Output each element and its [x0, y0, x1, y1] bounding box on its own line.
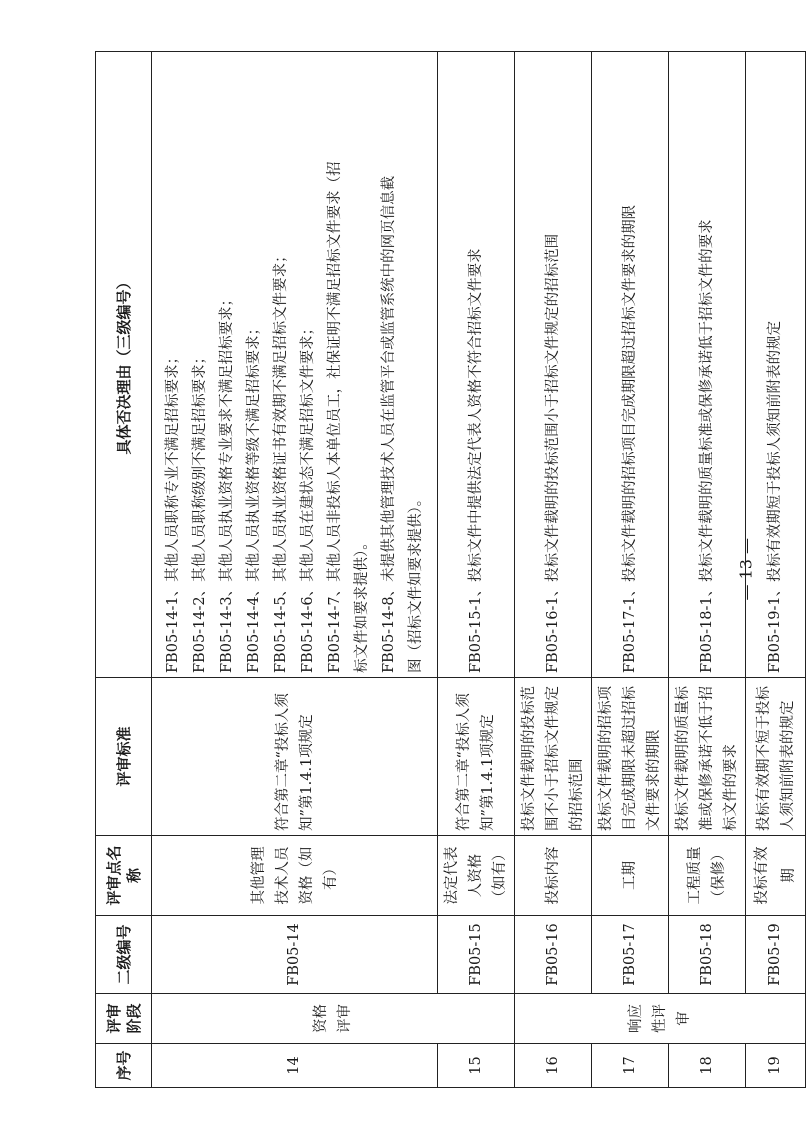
table-row	[515, 52, 592, 1088]
row-criteria: 投标文件载明的投标范围不小于招标文件规定的招标范围	[515, 678, 592, 836]
reason-line: FB05-17-1、投标文件载明的招标项目完成期限超过招标文件要求的期限	[621, 204, 638, 673]
header-code: 二级编号	[96, 916, 152, 994]
row-reasons	[438, 52, 515, 678]
row-criteria: 投标有效期不短于投标人须知前附表的规定	[746, 678, 806, 836]
row-code: FB05-15	[438, 916, 515, 994]
row-reasons	[592, 52, 669, 678]
row-point: 投标内容	[515, 836, 592, 916]
row-criteria: 投标文件载明的质量标准或保修承诺不低于招标文件的要求	[669, 678, 746, 836]
reason-line: 图（招标文件如要求提供）。	[407, 491, 424, 673]
header-criteria: 评审标准	[96, 678, 152, 836]
row-point: 工程质量（保修）	[669, 836, 746, 916]
page-number: — 13 —	[736, 537, 756, 601]
reason-line: FB05-16-1、投标文件载明的投标范围小于招标文件规定的招标范围	[544, 233, 561, 673]
row-seq: 18	[669, 1044, 746, 1088]
row-seq: 15	[438, 1044, 515, 1088]
table-row	[592, 52, 669, 1088]
row-reasons	[152, 52, 438, 678]
row-criteria: 符合第二章“投标人须知”第1.4.1项规定	[438, 678, 515, 836]
reason-line: FB05-14-2、其他人员职称级别不满足招标要求；	[191, 349, 208, 673]
header-reasons: 具体否决理由（三级编号）	[96, 52, 152, 678]
row-point: 工期	[592, 836, 669, 916]
row-code: FB05-17	[592, 916, 669, 994]
reason-line: FB05-14-3、其他人员执业资格专业要求不满足招标要求；	[218, 291, 235, 673]
row-seq: 17	[592, 1044, 669, 1088]
reason-line: FB05-14-8、未提供其他管理技术人员在监管平台或监管系统中的网页信息截	[380, 175, 397, 673]
reason-line: 标文件如要求提供）。	[353, 535, 370, 673]
table-row	[438, 52, 515, 1088]
stage-responsiveness: 响应性评审	[515, 994, 806, 1044]
reason-line: FB05-19-1、投标有效期短于投标人须知前附表的规定	[767, 320, 783, 673]
header-point: 评审点名称	[96, 836, 152, 916]
stage-qualification: 资格评审	[152, 994, 515, 1044]
row-seq: 14	[152, 1044, 438, 1088]
reason-line: FB05-14-4、其他人员执业资格等级不满足招标要求；	[245, 320, 262, 673]
row-point: 投标有效期	[746, 836, 806, 916]
row-point: 其他管理技术人员资格（如有）	[152, 836, 438, 916]
header-stage: 评审阶段	[96, 994, 152, 1044]
row-seq: 16	[515, 1044, 592, 1088]
row-seq: 19	[746, 1044, 806, 1088]
reason-line: FB05-15-1、投标文件中提供法定代表人资格不符合招标文件要求	[467, 248, 484, 673]
header-row	[96, 52, 152, 1088]
row-criteria: 符合第二章“投标人须知”第1.4.1项规定	[152, 678, 438, 836]
row-code: FB05-16	[515, 916, 592, 994]
row-reasons	[515, 52, 592, 678]
reason-line: FB05-14-7、其他人员非投标人本单位员工，社保证明不满足招标文件要求（招	[326, 161, 343, 673]
reason-line: FB05-14-1、其他人员职称专业不满足招标要求；	[164, 349, 181, 673]
row-code: FB05-18	[669, 916, 746, 994]
reason-line: FB05-14-6、其他人员在建状态不满足招标文件要求；	[299, 320, 316, 673]
row-reasons	[669, 52, 746, 678]
rotated-table-container	[95, 52, 797, 1088]
row-code: FB05-14	[152, 916, 438, 994]
evaluation-table	[95, 51, 806, 1088]
header-seq: 序号	[96, 1044, 152, 1088]
row-code: FB05-19	[746, 916, 806, 994]
table-row	[152, 52, 438, 1088]
row-point: 法定代表人资格（如有）	[438, 836, 515, 916]
row-criteria: 投标文件载明的招标项目完成期限未超过招标文件要求的期限	[592, 678, 669, 836]
table-row	[669, 52, 746, 1088]
reason-line: FB05-18-1、投标文件载明的质量标准或保修承诺低于招标文件的要求	[698, 219, 715, 673]
reason-line: FB05-14-5、其他人员执业资格证书有效期不满足招标文件要求；	[272, 248, 289, 673]
